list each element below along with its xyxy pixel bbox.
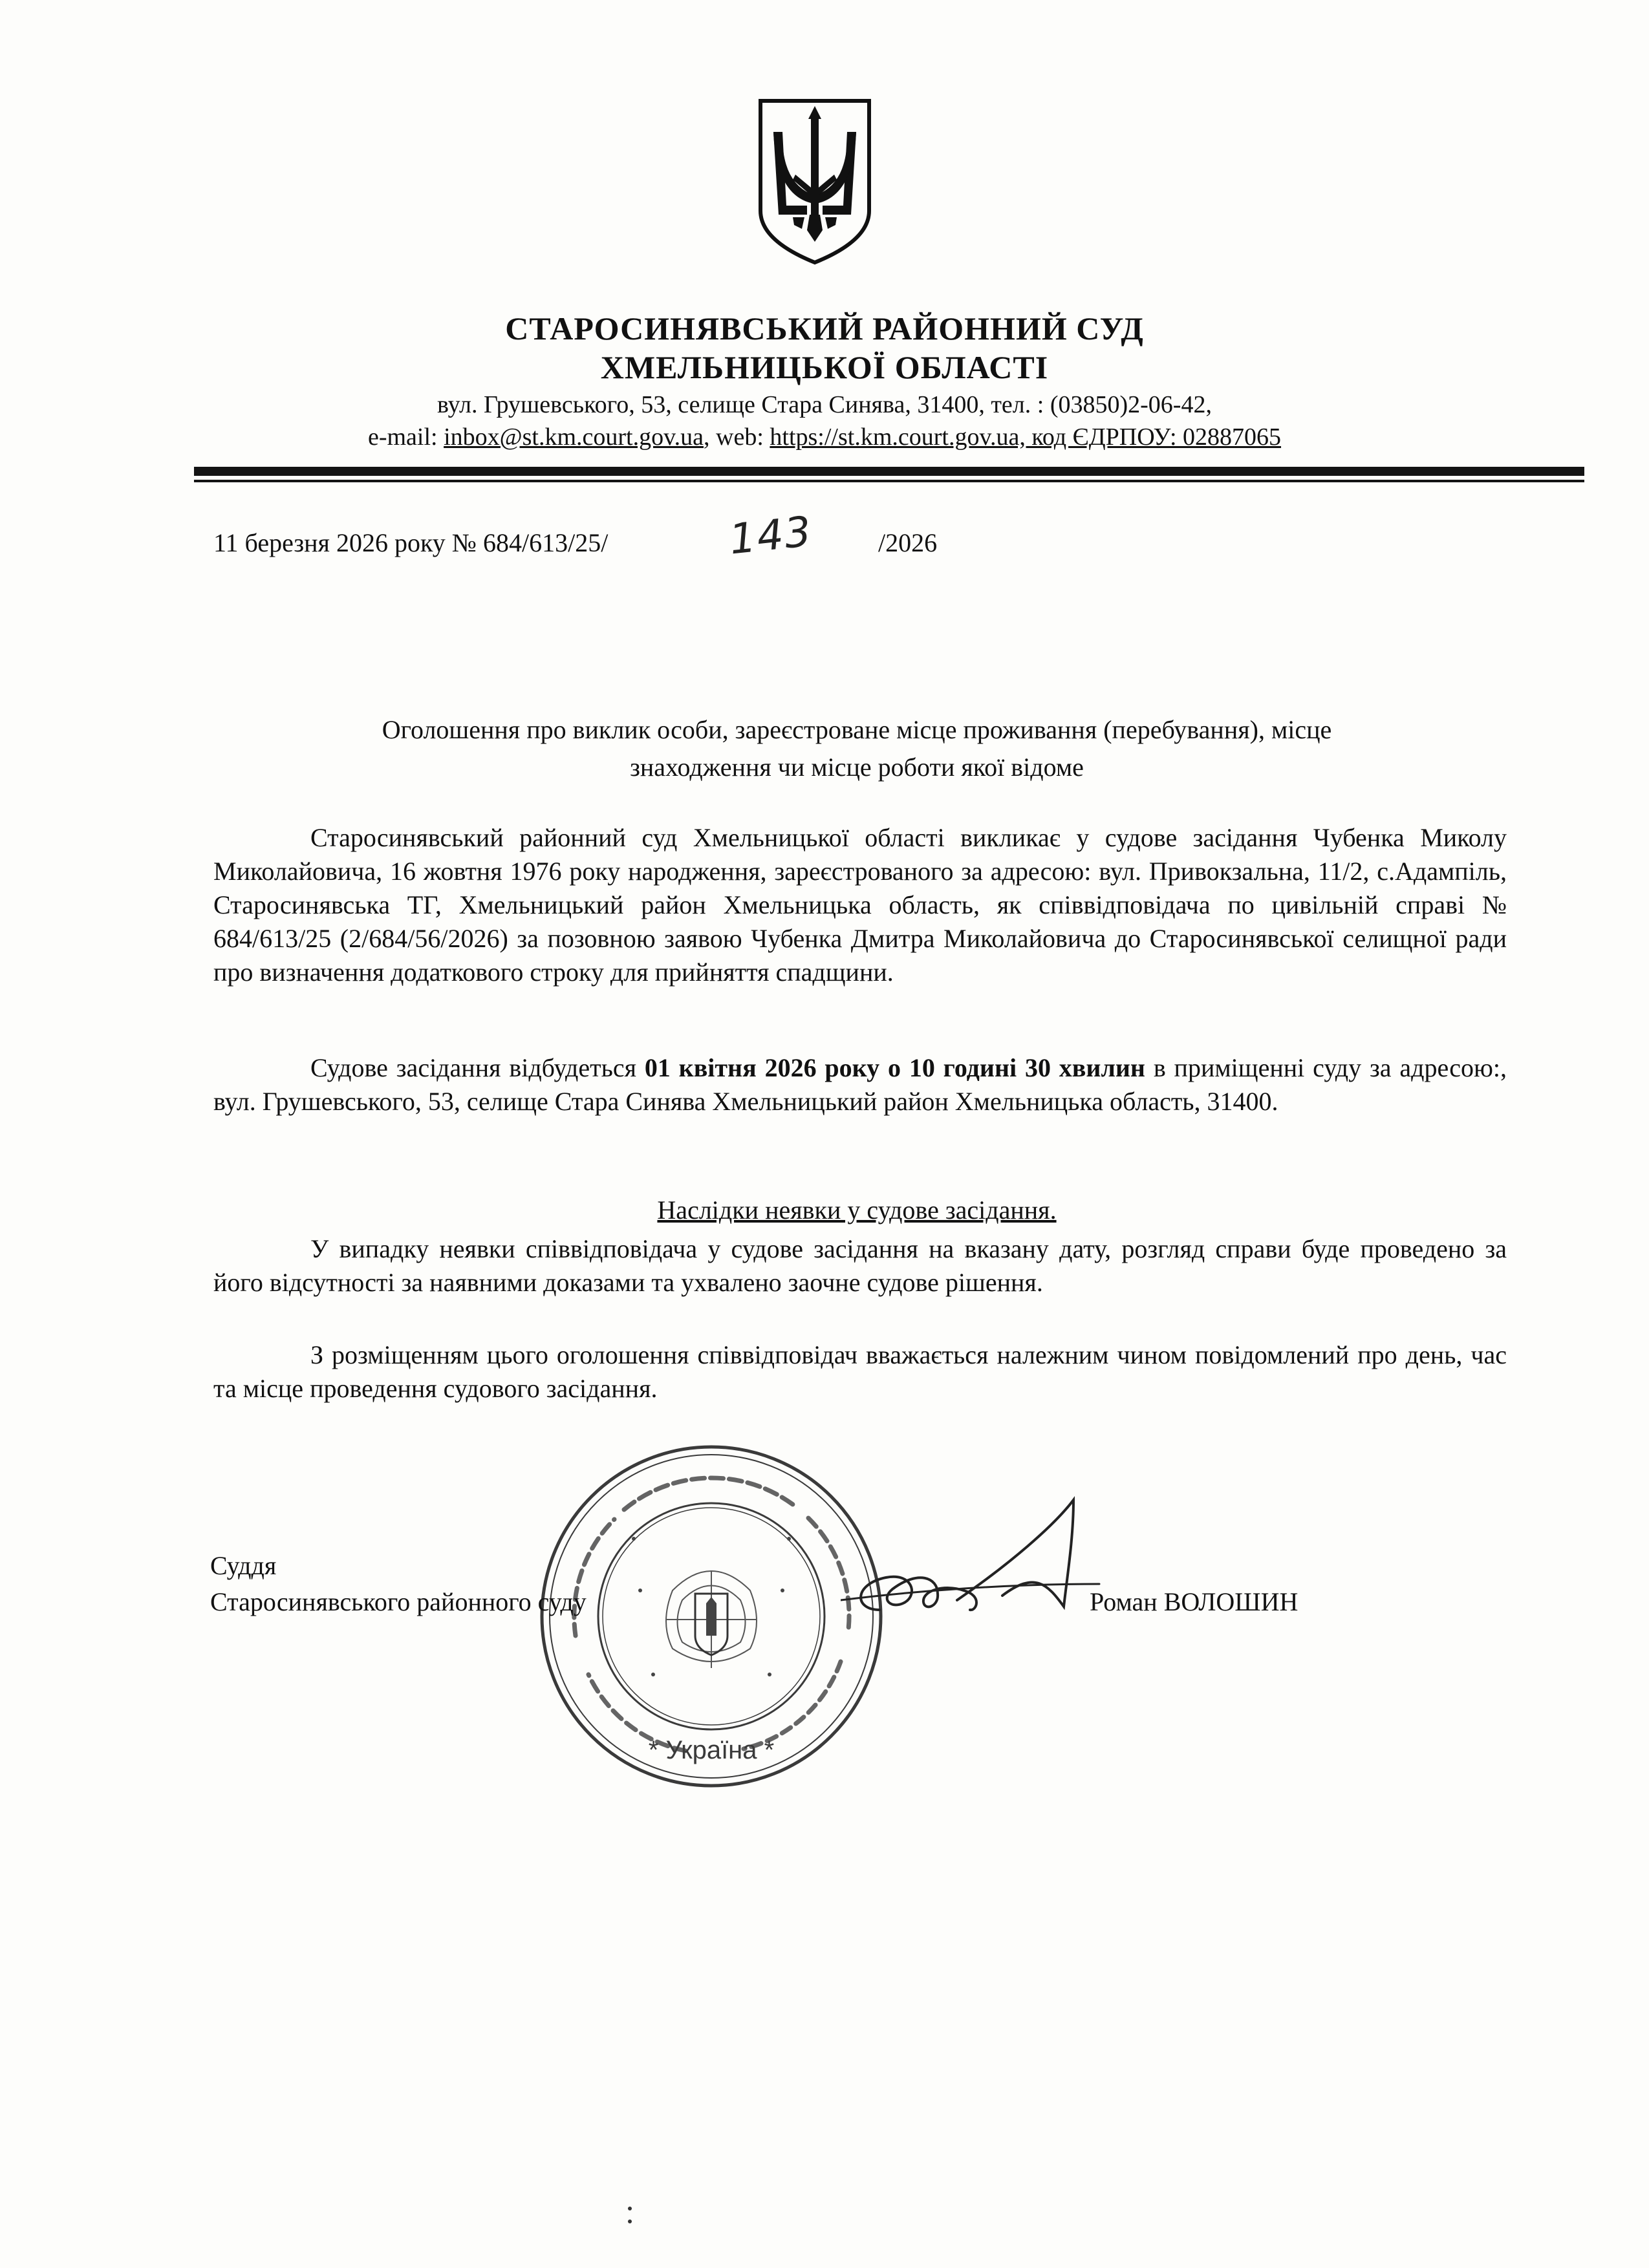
hearing-datetime: 01 квітня 2026 року о 10 годині 30 хвилин <box>644 1053 1145 1082</box>
web-link[interactable]: https://st.km.court.gov.ua, код ЄДРПОУ: 02887065 <box>770 423 1282 451</box>
hearing-paragraph <box>213 1051 1507 1118</box>
consequences-title: Наслідки неявки у судове засідання. <box>657 1195 1057 1225</box>
notice-title <box>213 711 1500 786</box>
header-divider-thick <box>194 467 1584 476</box>
signature-title-line2: Старосинявського районного суду <box>210 1587 587 1616</box>
notice-title-line1: Оголошення про виклик особи, зареєстроване місце проживання (перебування), місце <box>382 715 1332 744</box>
web-label: , web: <box>704 423 770 451</box>
signature-title-line1: Суддя <box>210 1551 277 1580</box>
court-name-line1: СТАРОСИНЯВСЬКИЙ РАЙОННИЙ СУД <box>505 310 1144 347</box>
email-link[interactable]: inbox@st.km.court.gov.ua <box>444 423 704 451</box>
consequences-paragraph: У випадку неявки співвідповідача у судове засідання на вказану дату, розгляд справи буде проведено за його відсутності за наявними доказами та ухвалено заочне судове рішення. <box>213 1234 1507 1297</box>
court-name-line2: ХМЕЛЬНИЦЬКОЇ ОБЛАСТІ <box>600 349 1049 385</box>
coat-of-arms-icon <box>757 97 873 266</box>
scan-artifact-mark <box>623 2203 636 2229</box>
header-divider-thin <box>194 480 1584 482</box>
court-contacts <box>194 422 1455 453</box>
notice-title-line2: знаходження чи місце роботи якої відоме <box>630 753 1084 782</box>
hearing-place: в приміщенні суду за адресою:, вул. Грушевського, 53, селище Стара Синява Хмельницький район Хмельницька область, 31400. <box>213 1053 1507 1116</box>
summons-paragraph: Старосинявський районний суд Хмельницької області викликає у судове засідання Чубенка Миколу Миколайовича, 16 жовтня 1976 року народження, зареєстрованого за адресою: вул. Привокзальна, 11/2, с.Адампіль, Старосинявська ТГ, Хмельницький район Хмельницька область, як співвідповідача по цивільній справі № 684/613/25 (2/684/56/2026) за позовною заявою Чубенка Дмитра Миколайовича до Старосинявської селищної ради про визначення додаткового строку для прийняття спадщини. <box>213 823 1507 987</box>
court-seal-stamp <box>537 1442 886 1791</box>
svg-text:* Україна *: * Україна * <box>648 1736 775 1764</box>
notification-paragraph: З розміщенням цього оголошення співвідповідач вважається належним чином повідомлений про день, час та місце проведення судового засідання. <box>213 1340 1507 1403</box>
hearing-intro: Судове засідання відбудеться <box>310 1053 645 1082</box>
judge-name: Роман ВОЛОШИН <box>1090 1587 1299 1616</box>
court-address: вул. Грушевського, 53, селище Стара Синява, 31400, тел. : (03850)2-06-42, <box>437 391 1212 418</box>
reference-year: /2026 <box>878 528 938 557</box>
email-label: e-mail: <box>367 423 444 451</box>
reference-date-number: 11 березня 2026 року № 684/613/25/ <box>213 528 609 557</box>
handwritten-number: 143 <box>727 508 815 564</box>
judge-signature <box>841 1487 1112 1636</box>
